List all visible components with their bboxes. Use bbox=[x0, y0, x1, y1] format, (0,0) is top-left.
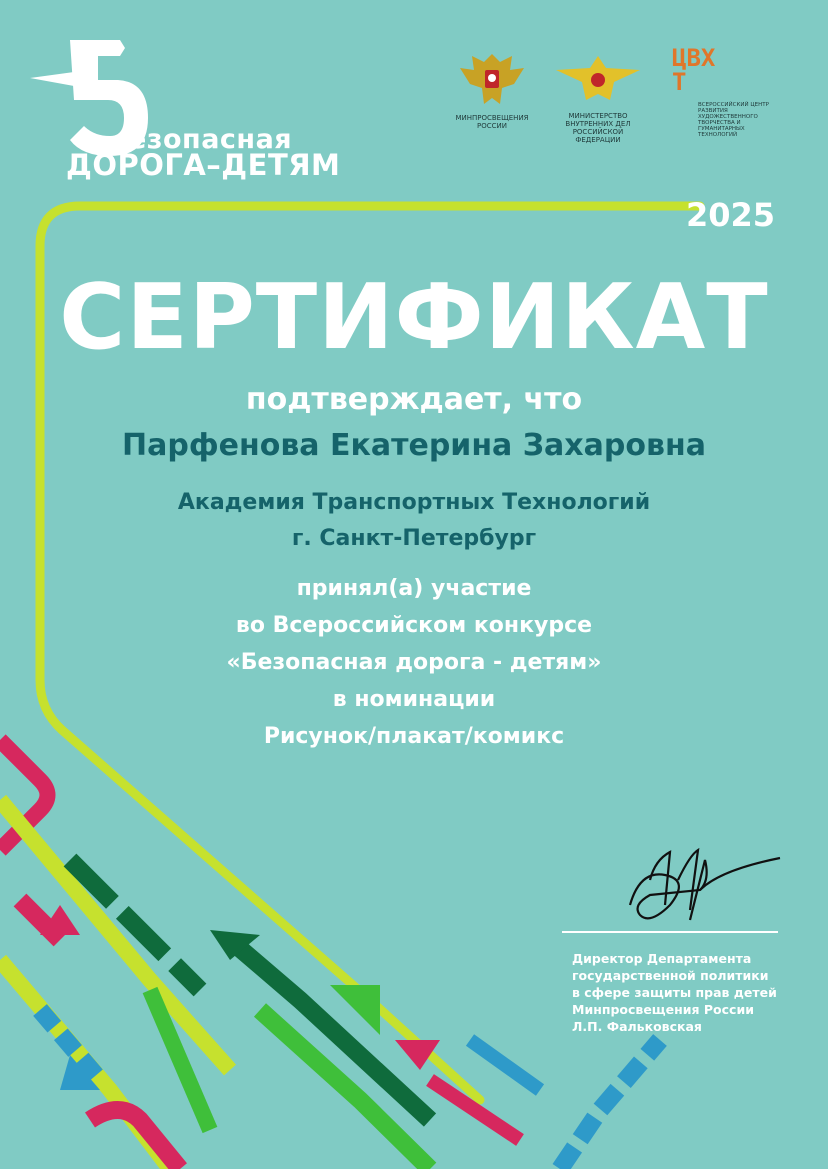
partner-caption-3: ВСЕРОССИЙСКИЙ ЦЕНТР РАЗВИТИЯ ХУДОЖЕСТВЕННОГО ТВОРЧЕСТВА И ГУМАНИТАРНЫХ ТЕХНОЛОГИЙ bbox=[698, 102, 769, 138]
signature-icon bbox=[630, 850, 780, 920]
signatory-line: Директор Департамента bbox=[572, 951, 752, 966]
body-line: принял(а) участие bbox=[296, 576, 532, 601]
organization-name: Академия Транспортных Технологий bbox=[177, 490, 651, 515]
logo-text-line1: езопасная bbox=[128, 124, 293, 155]
body-line: во Всероссийском конкурсе bbox=[235, 613, 593, 638]
confirm-text: подтверждает, что bbox=[245, 382, 583, 417]
organization-city: г. Санкт-Петербург bbox=[291, 526, 537, 551]
signatory-name: Л.П. Фальковская bbox=[572, 1019, 702, 1034]
partner-caption-1: МИНПРОСВЕЩЕНИЯ РОССИИ bbox=[455, 114, 529, 130]
mvd-eagle-emblem-icon bbox=[550, 52, 646, 108]
partner-vcht bbox=[672, 44, 772, 138]
certificate-year: 2025 bbox=[686, 196, 776, 234]
signatory-line: Минпросвещения России bbox=[572, 1002, 754, 1017]
signatory-line: государственной политики bbox=[572, 968, 769, 983]
recipient-name: Парфенова Екатерина Захаровна bbox=[122, 428, 706, 463]
body-line: «Безопасная дорога - детям» bbox=[226, 650, 602, 675]
signatory-block bbox=[572, 950, 777, 1035]
partner-caption-2: МИНИСТЕРСТВО ВНУТРЕННИХ ДЕЛ РОССИЙСКОЙ ФЕДЕРАЦИИ bbox=[565, 112, 631, 144]
nomination: Рисунок/плакат/комикс bbox=[263, 724, 565, 749]
body-line: в номинации bbox=[332, 687, 496, 712]
road-arrows bbox=[0, 740, 660, 1169]
signature-line bbox=[562, 931, 778, 933]
vcht-logo-icon: ЦВХТ bbox=[672, 44, 716, 96]
organization-block bbox=[0, 485, 828, 557]
partner-mvd bbox=[550, 52, 646, 144]
signatory-line: в сфере защиты прав детей bbox=[572, 985, 777, 1000]
certificate-title: СЕРТИФИКАТ bbox=[59, 265, 769, 370]
logo-text-line2: ДОРОГА–ДЕТЯМ bbox=[66, 148, 341, 182]
participation-text bbox=[0, 570, 828, 755]
eagle-emblem-icon bbox=[452, 48, 532, 110]
partner-minprosvescheniya bbox=[452, 48, 532, 130]
